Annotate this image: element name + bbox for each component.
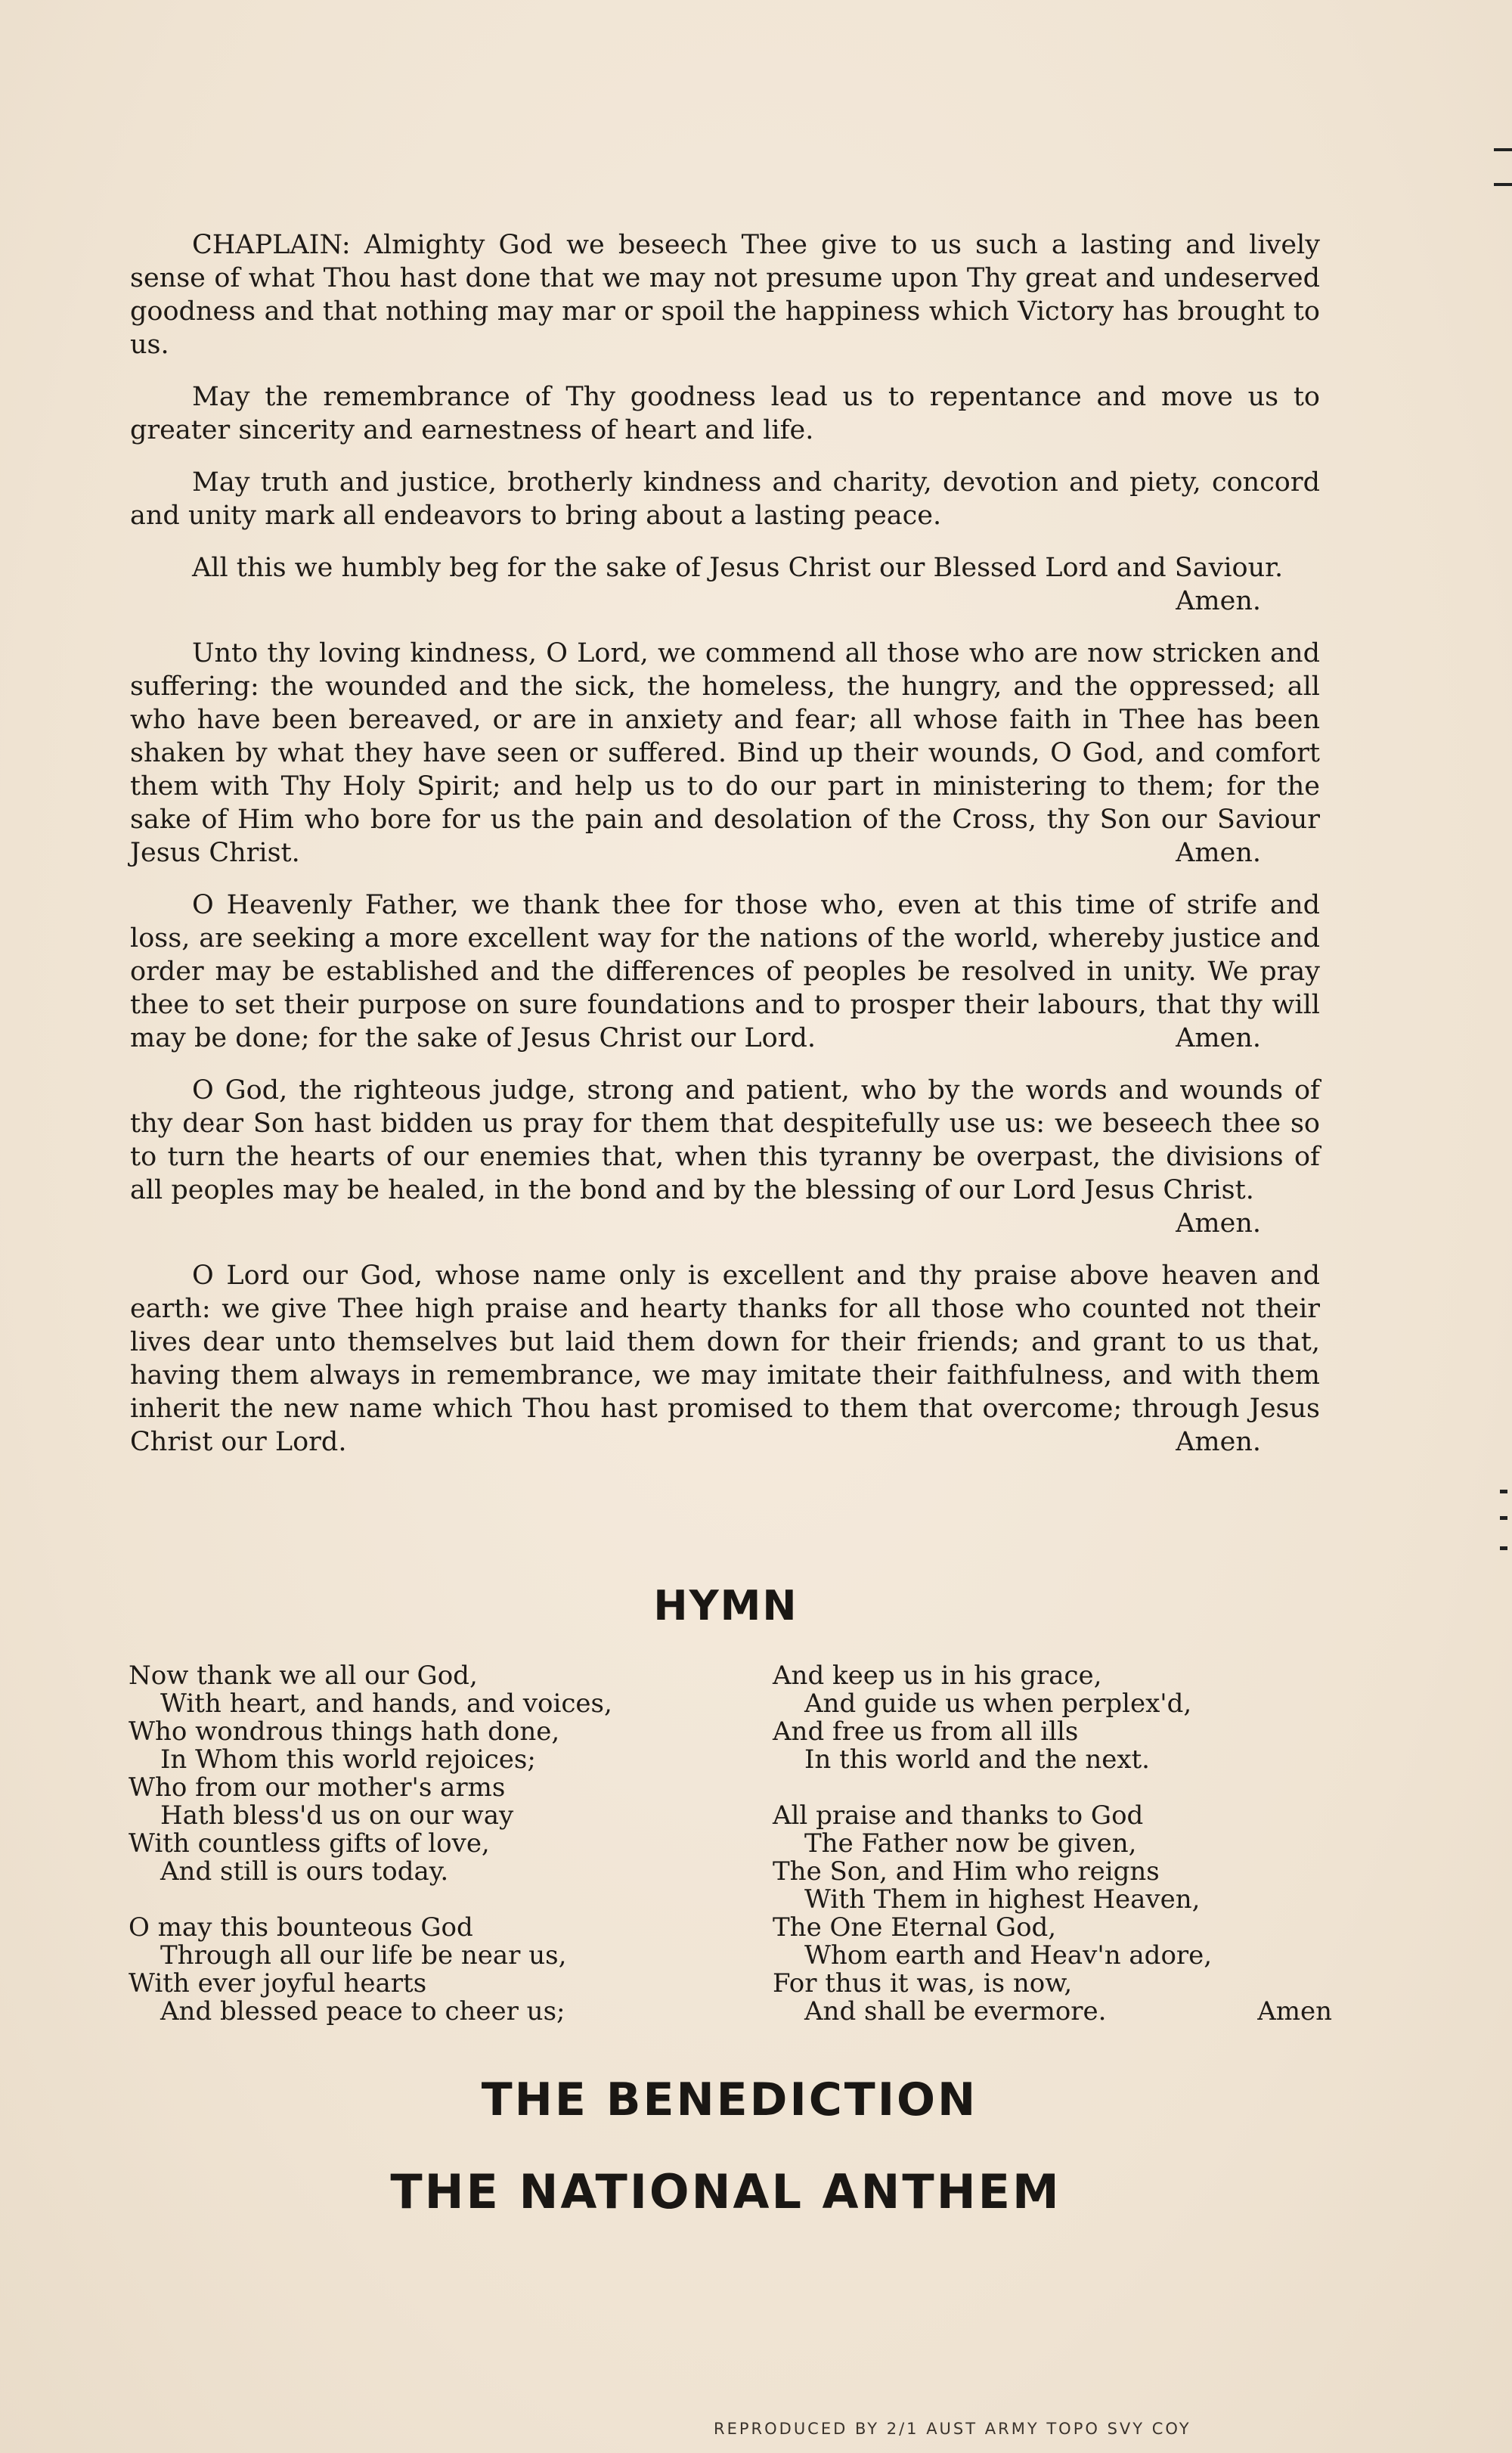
hymn-line: For thus it was, is now, xyxy=(773,1968,1073,1999)
prayer-paragraph: O God, the righteous judge, strong and patient, who by the words and wounds of thy dear Son hast bidden us pray for them that despitefully use us: we beseech thee so to turn the hearts of our enemies that, when this tyranny be overpast, the divisions of all peoples may be healed, in the bond and by the blessing of our Lord Jesus Christ. Amen. xyxy=(130,1075,1320,1239)
hymn-line: With ever joyful hearts xyxy=(129,1968,427,1999)
prayer-paragraph: May the remembrance of Thy goodness lead us to repentance and move us to greater sincerity and earnestness of heart and life. xyxy=(130,382,1320,445)
prayer-paragraph: O Heavenly Father, we thank thee for those who, even at this time of strife and loss, are seeking a more excellent way for the nations of the world, whereby justice and order may be established and the differences of peoples be resolved in unity. We pray thee to set their purpose on sure foundations and to prosper their labours, that thy will may be done; for the sake of Jesus Christ our Lord. Amen. xyxy=(130,890,1320,1053)
amen-label: Amen. xyxy=(1176,586,1261,616)
hymn-column-left xyxy=(129,1662,703,2054)
hymn-line: All praise and thanks to God xyxy=(773,1800,1144,1831)
hymn-line: Who wondrous things hath done, xyxy=(129,1716,560,1747)
edge-mark xyxy=(1500,1516,1507,1520)
hymn-stanza xyxy=(129,1914,703,2026)
hymn-line: With heart, and hands, and voices, xyxy=(160,1689,612,1719)
amen-label: Amen. xyxy=(1176,1208,1261,1239)
prayer-paragraph: O Lord our God, whose name only is excellent and thy praise above heaven and earth: we give Thee high praise and hearty thanks for all those who counted not their lives dear unto themselves but laid them down for their friends; and grant to us that, having them always in remembrance, we may imitate their faithfulness, and with them inherit the new name which Thou hast promised to them that overcome; through Jesus Christ our Lord. Amen. xyxy=(130,1261,1320,1457)
hymn-line: Who from our mother's arms xyxy=(129,1772,506,1803)
hymn-line: And keep us in his grace, xyxy=(773,1661,1102,1691)
hymn-column-right xyxy=(773,1662,1332,2054)
prayer-paragraph: Unto thy loving kindness, O Lord, we commend all those who are now stricken and suffering: the wounded and the sick, the homeless, the hungry, and the oppressed; all who have been bereaved, or are in anxiety and fear; all whose faith in Thee has been shaken by what they have seen or suffered. Bind up their wounds, O God, and comfort them with Thy Holy Spirit; and help us to do our part in ministering to them; for the sake of Him who bore for us the pain and desolation of the Cross, thy Son our Saviour Jesus Christ. Amen. xyxy=(130,638,1320,868)
hymn-line: Through all our life be near us, xyxy=(160,1940,567,1971)
hymn-line: The Son, and Him who reigns xyxy=(773,1856,1160,1887)
hymn-line: With countless gifts of love, xyxy=(129,1828,490,1859)
hymn-line: O may this bounteous God xyxy=(129,1912,473,1943)
hymn-stanza xyxy=(773,1802,1332,2026)
hymn-line: Whom earth and Heav'n adore, xyxy=(804,1940,1213,1971)
edge-mark xyxy=(1500,1490,1507,1493)
amen-label: Amen. xyxy=(1176,1023,1261,1053)
hymn-heading: HYMN xyxy=(653,1582,798,1630)
hymn-line: Hath bless'd us on our way xyxy=(160,1800,514,1831)
amen-label: Amen. xyxy=(1176,838,1261,868)
edge-mark xyxy=(1494,183,1512,186)
hymn-line xyxy=(773,1998,1332,2026)
hymn-line: And guide us when perplex'd, xyxy=(804,1689,1192,1719)
prayers-section xyxy=(130,228,1320,1478)
hymn-line: And still is ours today. xyxy=(160,1856,449,1887)
hymn-line: With Them in highest Heaven, xyxy=(804,1884,1201,1915)
hymn-line: The Father now be given, xyxy=(804,1828,1137,1859)
hymn-amen: Amen xyxy=(1257,1996,1332,2027)
hymn-line: And blessed peace to cheer us; xyxy=(160,1996,565,2027)
hymn-line-text: And shall be evermore. xyxy=(804,1996,1107,2027)
hymn-stanza xyxy=(773,1662,1332,1774)
hymn-line: And free us from all ills xyxy=(773,1716,1079,1747)
national-anthem-heading: THE NATIONAL ANTHEM xyxy=(390,2164,1061,2219)
prayer-paragraph: All this we humbly beg for the sake of Jesus Christ our Blessed Lord and Saviour. Amen. xyxy=(192,553,1284,616)
edge-mark xyxy=(1494,148,1512,151)
prayer-paragraph: May truth and justice, brotherly kindness and charity, devotion and piety, concord and unity mark all endeavors to bring about a lasting peace. xyxy=(130,467,1320,531)
hymn-stanza xyxy=(129,1662,703,1886)
hymn-line: In this world and the next. xyxy=(804,1744,1150,1775)
hymn-line: The One Eternal God, xyxy=(773,1912,1057,1943)
hymn-line: Now thank we all our God, xyxy=(129,1661,478,1691)
benediction-heading: THE BENEDICTION xyxy=(481,2073,978,2126)
edge-mark xyxy=(1500,1546,1507,1550)
amen-label: Amen. xyxy=(1176,1427,1261,1457)
reproduction-credit: REPRODUCED BY 2/1 AUST ARMY TOPO SVY COY xyxy=(714,2420,1191,2438)
prayer-paragraph: CHAPLAIN: Almighty God we beseech Thee give to us such a lasting and lively sense of what Thou hast done that we may not presume upon Thy great and undeserved goodness and that nothing may mar or spoil the happiness which Victory has brought to us. xyxy=(130,230,1320,360)
hymn-line: In Whom this world rejoices; xyxy=(160,1744,536,1775)
